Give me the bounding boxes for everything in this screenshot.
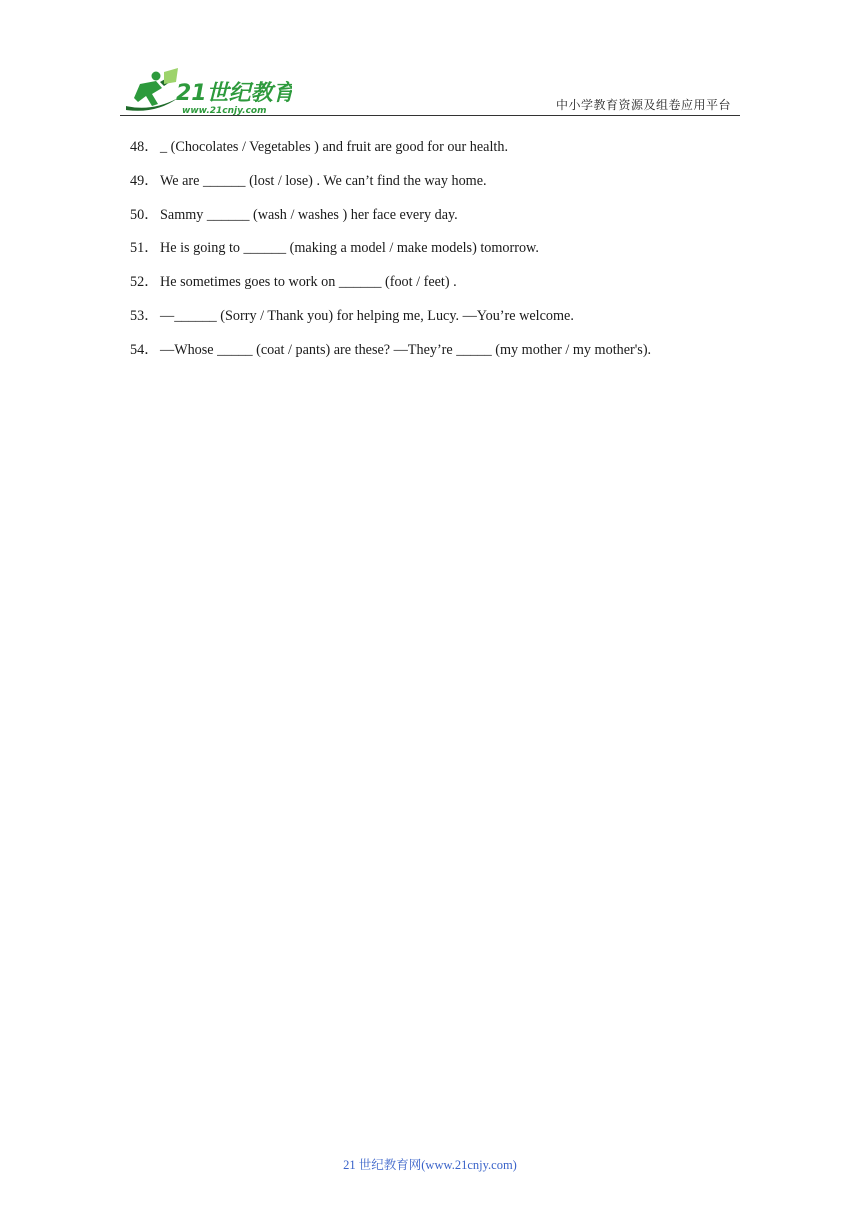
question-text: Sammy ______ (wash / washes ) her face every day. [160,206,458,223]
site-logo [122,68,292,116]
question-text: He is going to ______ (making a model / make models) tomorrow. [160,240,539,257]
question-item [130,307,750,341]
question-item [130,273,750,307]
question-text: We are ______ (lost / lose) . We can’t find the way home. [160,172,487,189]
question-number: 53． [130,307,159,324]
question-item [130,239,750,273]
header-divider [120,115,740,116]
runner-logo-icon [122,68,292,116]
page-footer: 21 世纪教育网(www.21cnjy.com) [343,1158,517,1172]
question-text: _ (Chocolates / Vegetables ) and fruit are good for our health. [160,139,509,155]
question-number: 50． [130,206,159,223]
question-item [130,341,750,375]
question-number: 48． [130,139,159,155]
page-header [120,66,740,116]
question-number: 49． [130,172,159,189]
question-item [130,172,750,206]
question-item [130,206,750,240]
question-text: He sometimes goes to work on ______ (foot / feet) . [160,274,457,291]
svg-text:www.21cnjy.com: www.21cnjy.com [182,106,267,116]
question-number: 51． [130,240,159,257]
question-number: 52． [130,274,159,291]
question-list [130,138,750,375]
svg-text:21世纪教育: 21世纪教育 [176,81,292,106]
question-text: —______ (Sorry / Thank you) for helping me, Lucy. —You’re welcome. [160,307,574,324]
question-text: —Whose _____ (coat / pants) are these? —They’re _____ (my mother / my mother's). [160,341,652,358]
question-item [130,138,750,172]
question-number: 54． [130,341,159,358]
platform-tagline: 中小学教育资源及组卷应用平台 [555,98,731,112]
